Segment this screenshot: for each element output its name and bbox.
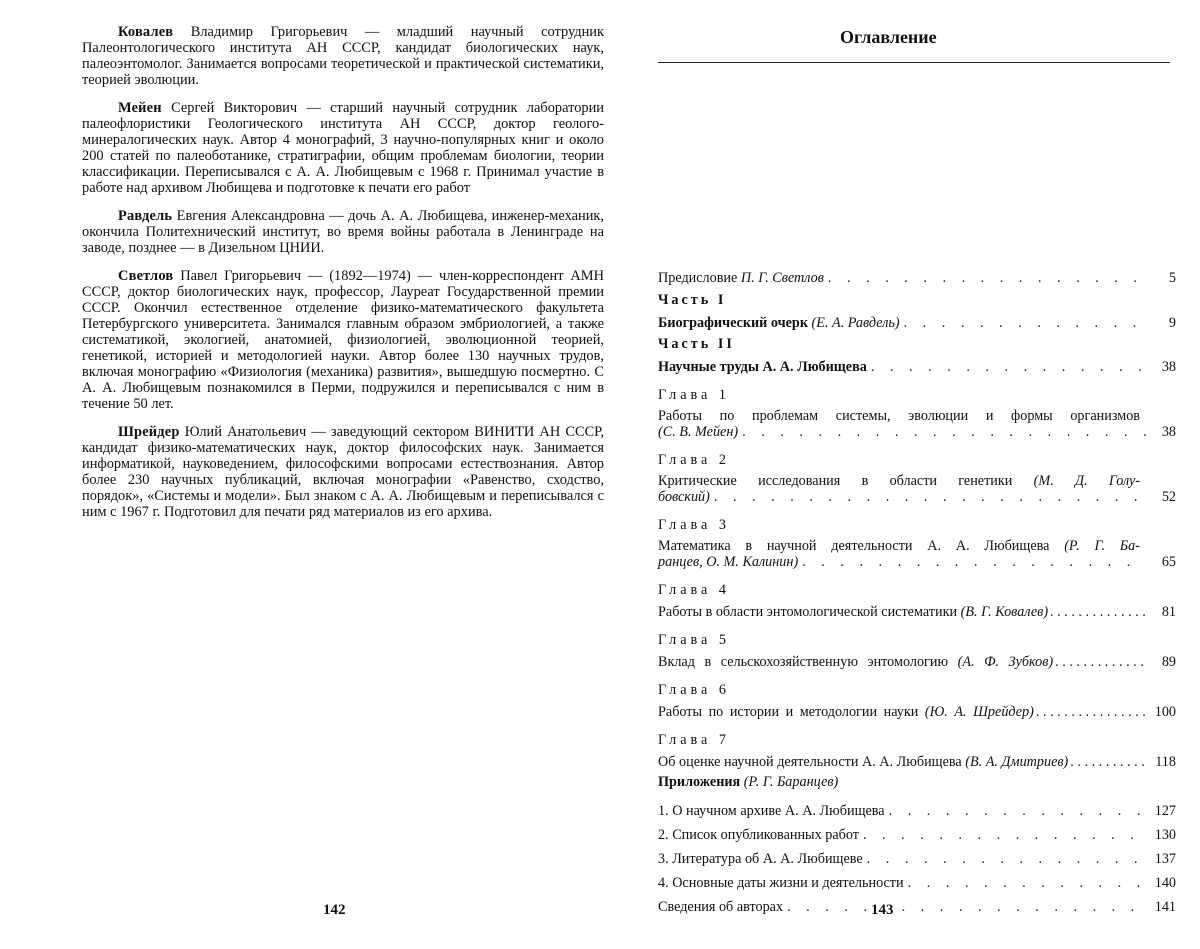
page-number-left: 142 — [323, 902, 346, 918]
entry-author: (Р. Г. Баранцев) — [743, 774, 839, 790]
entry-page: 118 — [1155, 754, 1176, 770]
chapter-6-label: Глава 6 — [658, 682, 730, 698]
leader-dots — [1055, 654, 1148, 670]
entry-page: 137 — [1154, 851, 1176, 867]
toc-entry-ch6[interactable] — [658, 704, 1176, 720]
leader-dots — [863, 827, 1146, 843]
toc-entry-ch1[interactable] — [658, 408, 1176, 440]
part-1-heading: Часть I — [658, 292, 727, 308]
chapter-5-label: Глава 5 — [658, 632, 730, 648]
toc-entry-ch5[interactable] — [658, 654, 1176, 670]
toc-entry-appendix-1[interactable] — [658, 803, 1176, 819]
toc-entry-preface[interactable] — [658, 270, 1176, 286]
leader-dots — [908, 875, 1146, 891]
entry-text: Работы в области энтомологической систематики — [658, 604, 961, 620]
entry-author: (Е. А. Равдель) — [811, 315, 900, 331]
entry-text: Предисловие — [658, 270, 741, 286]
toc-entry-appendix-2[interactable] — [658, 827, 1176, 843]
entry-author: (Р. Г. Ба- — [1064, 538, 1140, 554]
entry-author: (В. Г. Ковалев) — [960, 604, 1049, 620]
entry-text: 4. Основные даты жизни и деятельности — [658, 875, 904, 891]
toc-entry-ch2[interactable] — [658, 473, 1176, 505]
bio-name: Шрейдер — [118, 424, 180, 440]
bio-shreider — [82, 424, 604, 520]
leader-dots — [1070, 754, 1148, 770]
entry-text: Работы по проблемам системы, эволюции и формы организмов — [658, 408, 1140, 424]
entry-author: (С. В. Мейен) — [658, 424, 739, 440]
leader-dots — [1036, 704, 1148, 720]
entry-author: (В. А. Дмитриев) — [965, 754, 1069, 770]
entry-text: Приложения — [658, 774, 744, 790]
entry-text: Критические исследования в области генетики — [658, 473, 1034, 489]
entry-text: 1. О научном архиве А. А. Любищева — [658, 803, 885, 819]
entry-page: 141 — [1154, 899, 1176, 915]
entry-page: 5 — [1168, 270, 1176, 286]
entry-text: Работы по истории и методологии науки — [658, 704, 925, 720]
bio-kovalev — [82, 24, 604, 88]
entry-text: Сведения об авторах — [658, 899, 784, 915]
leader-dots — [867, 851, 1146, 867]
bio-text: Юлий Анатольевич — заведующий сектором ВИНИТИ АН СССР, кандидат физико-математических наук, доктор философских наук. Занимается информатикой, науковедением, философскими вопросами естествознания. Автор более 230 научных публикаций, включая монографии «Равенство, сходство, порядок», «Системы и модели». Был знаком с А. А. Любищевым и переписывался с ним с 1967 г. Подготовил для печати ряд материалов из его архива. — [82, 424, 604, 520]
leader-dots — [742, 424, 1146, 440]
bio-svetlov — [82, 268, 604, 412]
bio-ravdel — [82, 208, 604, 256]
toc-entry-appendix-4[interactable] — [658, 875, 1176, 891]
entry-author: (Ю. А. Шрейдер) — [924, 704, 1034, 720]
entry-page: 38 — [1161, 359, 1176, 375]
bio-text: Владимир Григорьевич — младший научный сотрудник Палеонтологического института АН СССР, кандидат биологических наук, палеоэнтомолог. Занимается вопросами теоретической и практической систематики, теорией эволюции. — [82, 24, 604, 88]
bio-name: Равдель — [118, 208, 173, 224]
bio-name: Светлов — [118, 268, 174, 284]
leader-dots — [802, 554, 1146, 570]
leader-dots — [828, 270, 1146, 286]
toc-entry-appendix-3[interactable] — [658, 851, 1176, 867]
entry-page: 81 — [1161, 604, 1176, 620]
leader-dots — [889, 803, 1146, 819]
chapter-7-label: Глава 7 — [658, 732, 730, 748]
page-number-right: 143 — [871, 902, 894, 918]
entry-page: 9 — [1168, 315, 1176, 331]
leader-dots — [871, 359, 1146, 375]
bio-text: Евгения Александровна — дочь А. А. Любищева, инженер-механик, окончила Политехнический институт, во время войны работала в Ленинграде на заводе, позднее — в Дизельном ЦНИИ. — [82, 208, 604, 256]
entry-page: 38 — [1161, 424, 1176, 440]
toc-entry-authors[interactable] — [658, 899, 1176, 915]
entry-text: Математика в научной деятельности А. А. Любищева — [658, 538, 1065, 554]
entry-page: 65 — [1161, 554, 1176, 570]
chapter-4-label: Глава 4 — [658, 582, 730, 598]
toc-entry-ch3[interactable] — [658, 538, 1176, 570]
entry-page: 52 — [1161, 489, 1176, 505]
leader-dots — [904, 315, 1146, 331]
bio-text: Сергей Викторович — старший научный сотрудник лаборатории палеофлористики Геологического института АН СССР, доктор геолого-минералогических наук. Автор 4 монографий, 3 научно-популярных книг и около 200 статей по палеоботанике, стратиграфии, общим проблемам биологии, теории классификации. Переписывался с А. А. Любищевым с 1968 г. Принимал участие в работе над архивом Любищева и подготовке к печати его работ — [82, 100, 604, 196]
entry-author: ранцев, О. М. Калинин) — [658, 554, 799, 570]
bio-name: Ковалев — [118, 24, 174, 40]
toc-entry-ch4[interactable] — [658, 604, 1176, 620]
chapter-3-label: Глава 3 — [658, 517, 730, 533]
appendix-heading — [658, 774, 1176, 791]
entry-text: Биографический очерк — [658, 315, 812, 331]
leader-dots — [787, 899, 1146, 915]
entry-page: 127 — [1154, 803, 1176, 819]
entry-text: Вклад в сельскохозяйственную энтомологию — [658, 654, 958, 670]
bio-text: Павел Григорьевич — (1892—1974) — член-корреспондент АМН СССР, доктор биологических наук, профессор, Лауреат Государственной премии СССР. Окончил естественное отделение физико-математического факультета Петербургского университета. Занимался главным образом эмбриологией, а также систематикой, экологией, анатомией, физиологией, эволюционной теорией, генетикой, историей и методологией науки. Автор более 130 научных трудов, включая монографию «Физиология (механика) развития», вышедшую посмертно. С А. А. Любищевым познакомился в Перми, подружился и переписывался с ним в течение 50 лет. — [82, 268, 604, 412]
chapter-2-label: Глава 2 — [658, 452, 730, 468]
entry-author: (А. Ф. Зубков) — [957, 654, 1054, 670]
chapter-1-label: Глава 1 — [658, 387, 730, 403]
title-rule — [658, 62, 1170, 63]
entry-page: 89 — [1161, 654, 1176, 670]
toc-entry-bio-essay[interactable] — [658, 315, 1176, 331]
part-2-heading: Часть II — [658, 336, 735, 352]
toc-entry-ch7[interactable] — [658, 754, 1176, 770]
entry-text: Об оценке научной деятельности А. А. Любищева — [658, 754, 966, 770]
table-of-contents — [658, 270, 1176, 915]
toc-title: Оглавление — [840, 27, 937, 47]
entry-author: (М. Д. Голу- — [1033, 473, 1140, 489]
author-bios — [82, 24, 604, 532]
entry-text: 2. Список опубликованных работ — [658, 827, 859, 843]
entry-page: 140 — [1154, 875, 1176, 891]
entry-page: 100 — [1154, 704, 1176, 720]
bio-name: Мейен — [118, 100, 162, 116]
entry-page: 130 — [1154, 827, 1176, 843]
bio-meyen — [82, 100, 604, 196]
entry-text: 3. Литература об А. А. Любищеве — [658, 851, 863, 867]
right-page — [640, 0, 1200, 949]
leader-dots — [1050, 604, 1148, 620]
entry-author: П. Г. Светлов — [740, 270, 824, 286]
toc-entry-works[interactable] — [658, 359, 1176, 375]
entry-text: Научные труды А. А. Любищева — [658, 359, 867, 375]
entry-author: бовский) — [658, 489, 710, 505]
leader-dots — [714, 489, 1146, 505]
